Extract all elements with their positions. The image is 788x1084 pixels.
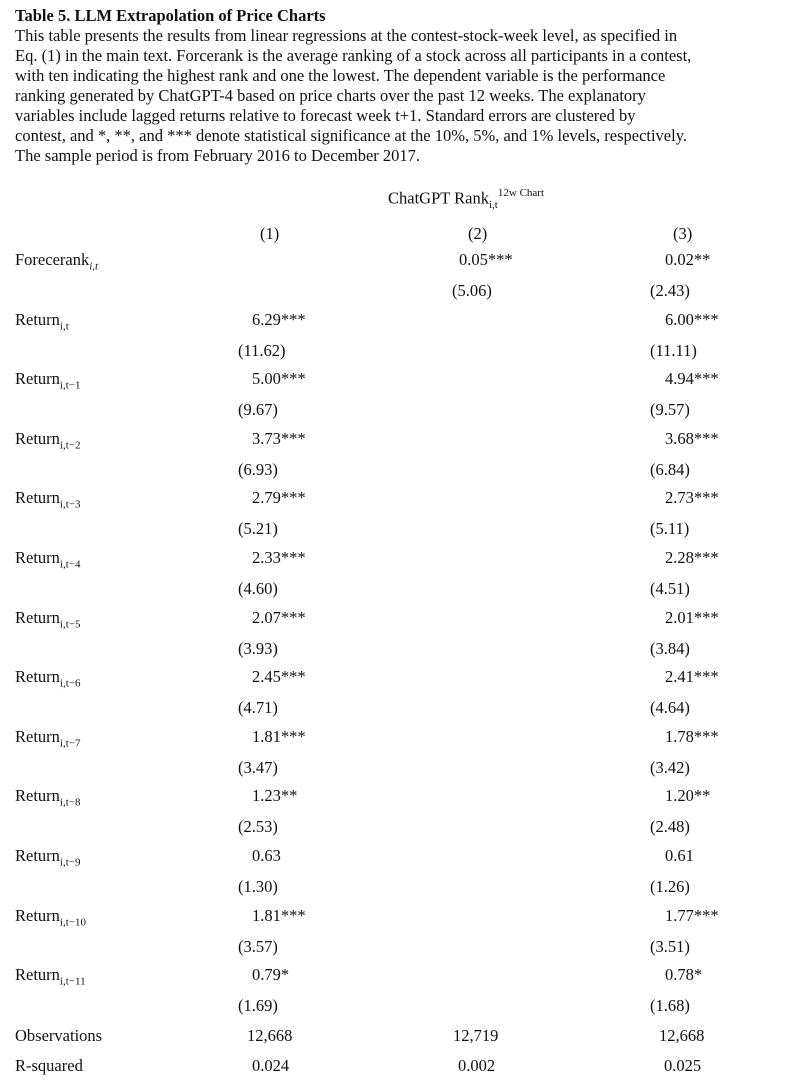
coefficient-cell: 1.81*** [252,905,306,925]
coefficient-cell: 5.00*** [252,369,306,389]
row-label-text: Return [15,786,60,806]
t-statistic-cell: (1.30) [238,877,278,896]
coefficient-cell: 2.33*** [252,548,306,567]
dependent-variable-name: ChatGPT Rank [388,188,489,208]
description-line: This table presents the results from linear regressions at the contest-stock-week level, as specified in [15,26,678,45]
row-label-subscript: i,t−6 [59,677,81,690]
coefficient-cell: 2.41*** [665,667,719,687]
coefficient-row [0,667,788,691]
summary-value: 0.024 [252,1056,290,1075]
coefficient-cell: 3.68*** [665,428,719,448]
t-statistic-row [0,639,788,663]
coefficient-row [0,548,788,572]
t-statistic-cell: (6.84) [650,459,690,479]
coefficient-cell: 4.94*** [665,369,719,389]
t-statistic-cell: (9.57) [650,400,690,420]
coefficient-cell: 0.78* [665,965,703,985]
column-header-3: (3) [673,224,693,243]
dependent-variable-header [388,188,544,211]
column-header-1: (1) [260,224,280,243]
coefficient-cell: 0.61 [665,846,694,865]
description-line: ranking generated by ChatGPT-4 based on price charts over the past 12 weeks. The explanatory [15,86,646,105]
t-statistic-cell: (5.21) [238,519,278,539]
row-label-text: Return [15,428,60,448]
t-statistic-cell: (2.53) [238,817,278,837]
row-label-subscript: i,t−11 [59,975,86,988]
t-statistic-cell: (2.43) [650,281,690,300]
coefficient-cell: 0.05*** [459,250,513,269]
coefficient-row [0,250,788,274]
row-label [15,727,81,749]
summary-row [0,1056,788,1080]
t-statistic-row [0,400,788,424]
t-statistic-row [0,460,788,484]
t-statistic-cell: (2.48) [650,817,690,837]
coefficient-row [0,727,788,751]
column-header-2: (2) [468,224,488,243]
t-statistic-row [0,341,788,365]
t-statistic-cell: (3.47) [238,757,278,777]
t-statistic-cell: (9.67) [238,400,278,420]
summary-row [0,1026,788,1050]
summary-value: 0.025 [664,1056,702,1075]
coefficient-row [0,310,788,334]
t-statistic-cell: (3.84) [650,638,690,658]
t-statistic-cell: (1.69) [238,996,278,1016]
row-label-text: Return [15,488,60,508]
coefficient-cell: 2.01*** [665,607,719,627]
t-statistic-cell: (3.42) [650,757,690,777]
row-label [15,667,81,689]
row-label-text: Return [15,548,60,567]
t-statistic-row [0,817,788,841]
t-statistic-row [0,698,788,722]
t-statistic-cell: (11.62) [238,340,286,360]
row-label [15,310,69,332]
table-description [15,26,778,166]
coefficient-row [0,429,788,453]
row-label-text: Return [15,905,60,925]
row-label-subscript: i,t−1 [59,379,81,392]
coefficient-row [0,369,788,393]
coefficient-cell: 6.29*** [252,309,306,329]
t-statistic-cell: (6.93) [238,459,278,479]
t-statistic-row [0,937,788,961]
coefficient-cell: 2.45*** [252,667,306,687]
row-label-subscript: i,t−2 [59,439,81,452]
description-line: with ten indicating the highest rank and one the lowest. The dependent variable is the performance [15,66,666,85]
description-line: contest, and *, **, and *** denote statistical significance at the 10%, 5%, and 1% levels, respectively. [15,126,688,145]
t-statistic-row [0,281,788,305]
coefficient-row [0,608,788,632]
row-label-text: Return [15,667,60,687]
t-statistic-cell: (1.68) [650,996,690,1016]
row-label-text: Return [15,846,60,865]
row-label-text: Return [15,309,60,329]
coefficient-cell: 1.78*** [665,726,719,746]
t-statistic-cell: (4.51) [650,579,690,598]
row-label-text: Return [15,369,60,389]
t-statistic-cell: (4.71) [238,698,278,718]
coefficient-cell: 2.79*** [252,488,306,508]
row-label-subscript: i,t−9 [59,856,81,869]
summary-label: R-squared [15,1056,83,1075]
t-statistic-row [0,996,788,1020]
summary-value: 12,668 [247,1026,293,1045]
t-statistic-cell: (3.57) [238,936,278,956]
coefficient-cell: 0.63 [252,846,281,865]
summary-value: 12,668 [659,1026,705,1045]
summary-value: 12,719 [453,1026,499,1045]
description-line: The sample period is from February 2016 to December 2017. [15,146,421,165]
coefficient-cell: 1.20** [665,786,711,806]
coefficient-cell: 3.73*** [252,428,306,448]
row-label [15,250,98,272]
coefficient-row [0,965,788,989]
coefficient-cell: 1.81*** [252,726,306,746]
row-label-subscript: i,t−8 [59,796,81,809]
row-label [15,846,81,868]
row-label [15,965,86,987]
row-label-subscript: i,t−4 [59,558,81,571]
coefficient-row [0,786,788,810]
table-caption [15,6,778,166]
t-statistic-cell: (5.11) [650,519,690,539]
row-label-subscript: i,t−3 [59,498,81,511]
summary-value: 0.002 [458,1056,496,1075]
t-statistic-cell: (5.06) [452,281,492,300]
t-statistic-cell: (3.93) [238,638,278,658]
row-label [15,369,81,391]
row-label-text: Return [15,965,60,985]
coefficient-cell: 6.00*** [665,309,719,329]
dependent-variable-superscript: 12w Chart [497,187,545,199]
row-label-text: Return [15,726,60,746]
coefficient-row [0,906,788,930]
t-statistic-cell: (11.11) [650,340,697,360]
t-statistic-cell: (4.64) [650,698,690,718]
t-statistic-cell: (1.26) [650,877,690,896]
t-statistic-row [0,579,788,603]
row-label-subscript: i,t−10 [59,915,86,928]
t-statistic-row [0,519,788,543]
dependent-variable-subscript: i,t [489,198,498,211]
description-line: variables include lagged returns relative to forecast week t+1. Standard errors are clustered by [15,106,636,125]
row-label [15,488,81,510]
summary-label: Observations [15,1026,103,1045]
row-label [15,786,81,808]
coefficient-cell: 1.77*** [665,905,719,925]
coefficient-cell: 2.07*** [252,607,306,627]
t-statistic-cell: (4.60) [238,579,278,598]
row-label [15,906,86,928]
t-statistic-row [0,877,788,901]
t-statistic-cell: (3.51) [650,936,690,956]
row-label [15,548,81,570]
row-label-subscript: i,t [59,319,69,332]
coefficient-cell: 2.28*** [665,548,719,567]
row-label-subscript: i,t−5 [59,617,81,630]
coefficient-row [0,846,788,870]
coefficient-cell: 0.02** [665,250,711,269]
description-line: Eq. (1) in the main text. Forcerank is the average ranking of a stock across all participants in a contest, [15,46,692,65]
row-label-text: Return [15,607,60,627]
row-label-subscript: i,t [89,260,99,273]
t-statistic-row [0,758,788,782]
row-label [15,429,81,451]
row-label-subscript: i,t−7 [59,737,81,750]
coefficient-cell: 2.73*** [665,488,719,508]
row-label [15,608,81,630]
table-title: Table 5. LLM Extrapolation of Price Charts [15,6,326,25]
coefficient-cell: 1.23** [252,786,298,806]
row-label-text: Forecerank [15,250,90,269]
coefficient-cell: 0.79* [252,965,290,985]
coefficient-row [0,488,788,512]
